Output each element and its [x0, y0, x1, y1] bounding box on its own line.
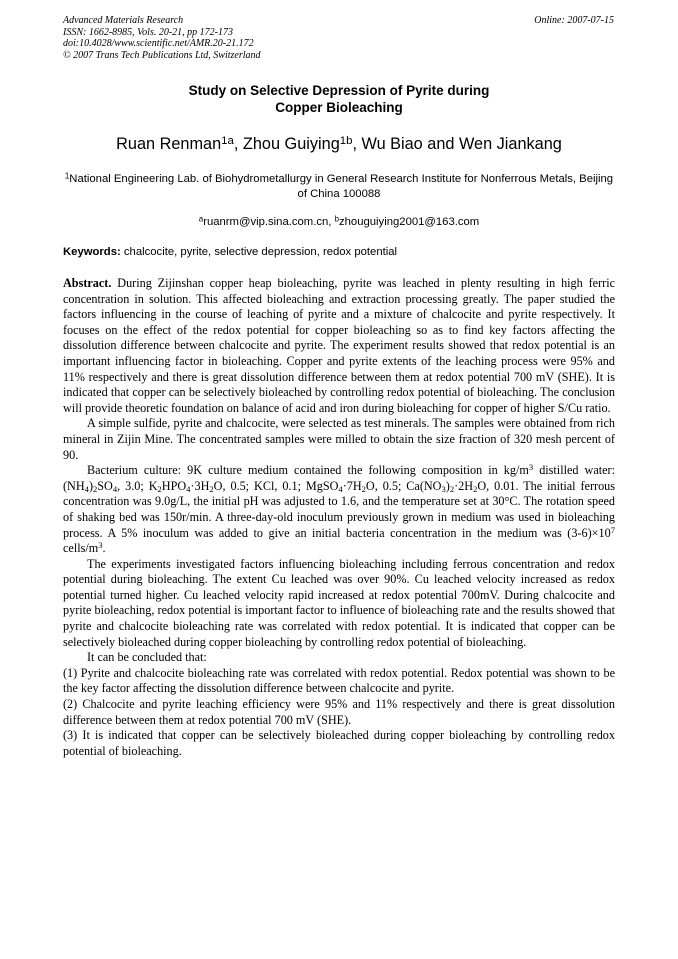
minerals-paragraph: A simple sulfide, pyrite and chalcocite, were selected as test minerals. The samples were obtained from rich mineral in Zijin Mine. The concentrated samples were milled to obtain the size fraction of 320 mesh percent of 90. — [63, 416, 615, 462]
culture-text: O, 0.5; Ca(NO — [365, 478, 442, 493]
subscript: 2 — [361, 483, 366, 494]
culture-text: ·2H — [454, 478, 474, 493]
author-1-affil: 1a — [221, 134, 234, 147]
conclusion-item: (1) Pyrite and chalcocite bioleaching rate was correlated with redox potential. Redox potential was shown to be the key factor affecting the dissolution difference between chalcocite and pyrite. — [63, 665, 615, 696]
culture-text: cells/m — [63, 541, 99, 556]
culture-text: distilled water: (NH — [63, 463, 615, 493]
culture-text: ·3H — [190, 478, 210, 493]
culture-text: ) — [445, 478, 450, 493]
author-separator: , — [233, 135, 243, 153]
conclusion-item: (3) It is indicated that copper can be selectively bioleached during copper bioleaching by controlling redox potential of bioleaching. — [63, 728, 615, 758]
subscript: 4 — [338, 483, 343, 494]
affiliation-marker: 1 — [64, 171, 70, 181]
subscript: 2 — [209, 483, 214, 494]
superscript: 7 — [610, 524, 615, 535]
conclusion-item: (2) Chalcocite and pyrite leaching efficiency were 95% and 11% respectively and there is great dissolution difference between them at redox potential 700 mV (SHE). — [63, 697, 615, 727]
email-b: zhouguiying2001@163.com — [338, 216, 480, 228]
culture-text: ·7H — [342, 478, 362, 493]
superscript: 3 — [528, 462, 534, 473]
abstract-label: Abstract. — [63, 276, 112, 290]
author-1: Ruan Renman — [116, 135, 222, 153]
subscript: 4 — [112, 483, 118, 494]
culture-text: O, 0.01. The initial ferrous concentration was 9.0g/L, the initial pH was adjusted to 1.6, and the temperature set at 30°C. The rotation speed of shaking bed was 150r/min. A three-day-old inoculum previously grown in medium was used in bioleaching process. A 5% inoculum was added to give an initial bacteria concentration in the medium was (3-6)×10 — [63, 478, 616, 540]
culture-text: Bacterium culture: 9K culture medium contained the following composition in kg/m — [87, 463, 529, 478]
abstract-text: During Zijinshan copper heap bioleaching, pyrite was leached in plenty resulting in high ferric concentration in solution. This affected bioleaching and extraction processing greatly. The paper studied the factors influencing in the course of leaching of pyrite and a mixture of chalcocite and pyrite respectively. It focuses on the effect of the redox potential for copper bioleaching so as to find key factors affecting the dissolution difference between chalcocite and pyrite. The experiment results showed that redox potential is an important influencing factor in bioleaching. Copper and pyrite extents of the leaching process were 95% and 11% respectively and there is great dissolution difference between them at redox potential 700 mV (SHE). It is indicated that copper can be selectively bioleached by controlling redox potential of bioleaching. The conclusion will provide theoretic foundation on balance of acid and iron during bioleaching for copper of higher S/Cu ratio. — [63, 276, 615, 415]
subscript: 4 — [84, 483, 89, 494]
journal-header — [63, 15, 261, 61]
doi-line: doi:10.4028/www.scientific.net/AMR.20-21.172 — [63, 38, 254, 49]
online-date: Online: 2007-07-15 — [534, 15, 614, 26]
email-a-marker: a — [198, 214, 204, 224]
culture-text: SO — [97, 478, 113, 493]
abstract-paragraph — [63, 276, 615, 416]
author-2: Zhou Guiying — [242, 135, 340, 153]
email-a: ruanrm@vip.sina.com.cn — [203, 216, 329, 228]
subscript: 3 — [441, 483, 446, 494]
author-2-affil: 1b — [339, 134, 353, 147]
email-line — [63, 215, 615, 230]
paper-body — [63, 276, 615, 759]
keywords — [63, 245, 615, 260]
keywords-text: chalcocite, pyrite, selective depression, redox potential — [120, 246, 398, 258]
email-separator: , — [328, 216, 335, 228]
culture-text: . — [102, 541, 106, 556]
keywords-label: Keywords: — [63, 246, 121, 258]
culture-text: O, 0.5; KCl, 0.1; MgSO — [213, 478, 339, 493]
paper-title — [63, 82, 615, 116]
title-line-2: Copper Bioleaching — [275, 100, 403, 115]
affiliation-text: National Engineering Lab. of Biohydrometallurgy in General Research Institute for Nonferrous Metals, Beijing of China 100088 — [69, 173, 614, 200]
subscript: 2 — [157, 483, 162, 494]
title-line-1: Study on Selective Depression of Pyrite during — [188, 83, 490, 98]
culture-text: , 3.0; K — [117, 478, 158, 493]
subscript: 4 — [186, 483, 191, 494]
culture-text: ) — [88, 478, 93, 493]
experiments-paragraph: The experiments investigated factors influencing bioleaching including ferrous concentration and redox potential during bioleaching. The extent Cu leached was over 90%. Cu leached velocity increased as redox potential turned higher. Cu leached velocity rapid increased at redox potential 700mV. During chalcocite and pyrite bioleaching, redox potential is important factor to influence of bioleaching rate and the results showed that pyrite and chalcocite bioleaching rate was correlated with redox potential. It is indicated that copper can be selectively bioleached during copper bioleaching by controlling redox potential of bioleaching. — [63, 556, 615, 649]
affiliation — [63, 172, 615, 202]
journal-name: Advanced Materials Research — [63, 15, 184, 26]
subscript: 2 — [93, 483, 98, 494]
email-b-marker: b — [334, 214, 339, 224]
superscript: 3 — [98, 540, 103, 551]
author-list — [63, 134, 615, 154]
subscript: 2 — [473, 483, 478, 494]
culture-paragraph — [63, 463, 615, 557]
subscript: 2 — [449, 483, 455, 494]
conclusion-intro: It can be concluded that: — [87, 650, 207, 665]
author-others: , Wu Biao and Wen Jiankang — [352, 135, 562, 153]
issn-line: ISSN: 1662-8985, Vols. 20-21, pp 172-173 — [63, 26, 233, 38]
culture-text: HPO — [161, 478, 187, 493]
copyright-line: © 2007 Trans Tech Publications Ltd, Switzerland — [63, 49, 261, 61]
